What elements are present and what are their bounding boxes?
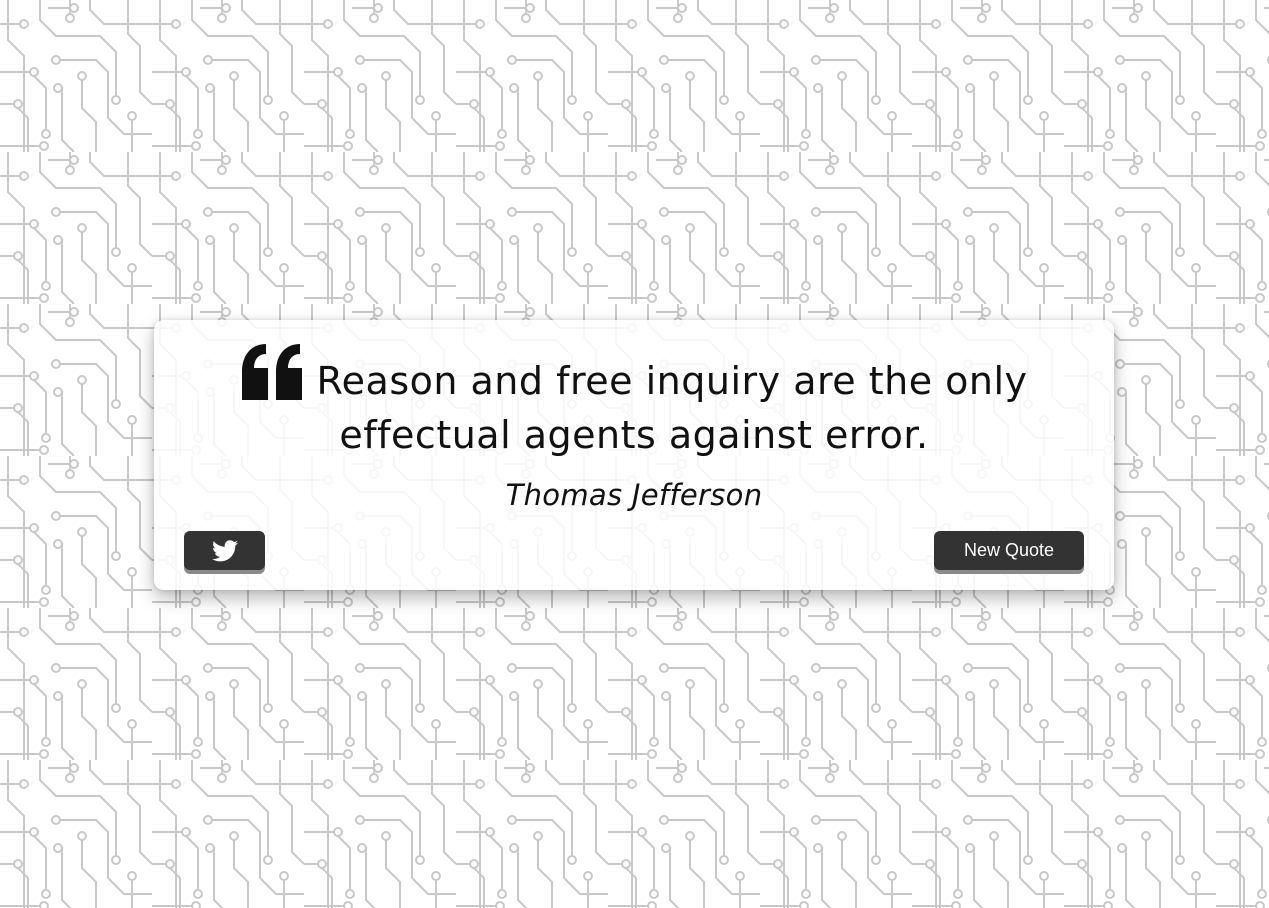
quote-block	[194, 342, 1074, 462]
quote-text: Reason and free inquiry are the only effectual agents against error.	[316, 359, 1028, 457]
new-quote-button[interactable]: New Quote	[934, 531, 1084, 570]
twitter-icon	[212, 540, 238, 562]
quote-author: Thomas Jefferson	[505, 478, 763, 512]
quote-card	[154, 320, 1114, 590]
quote-left-icon	[240, 342, 306, 400]
tweet-button[interactable]	[184, 531, 265, 570]
